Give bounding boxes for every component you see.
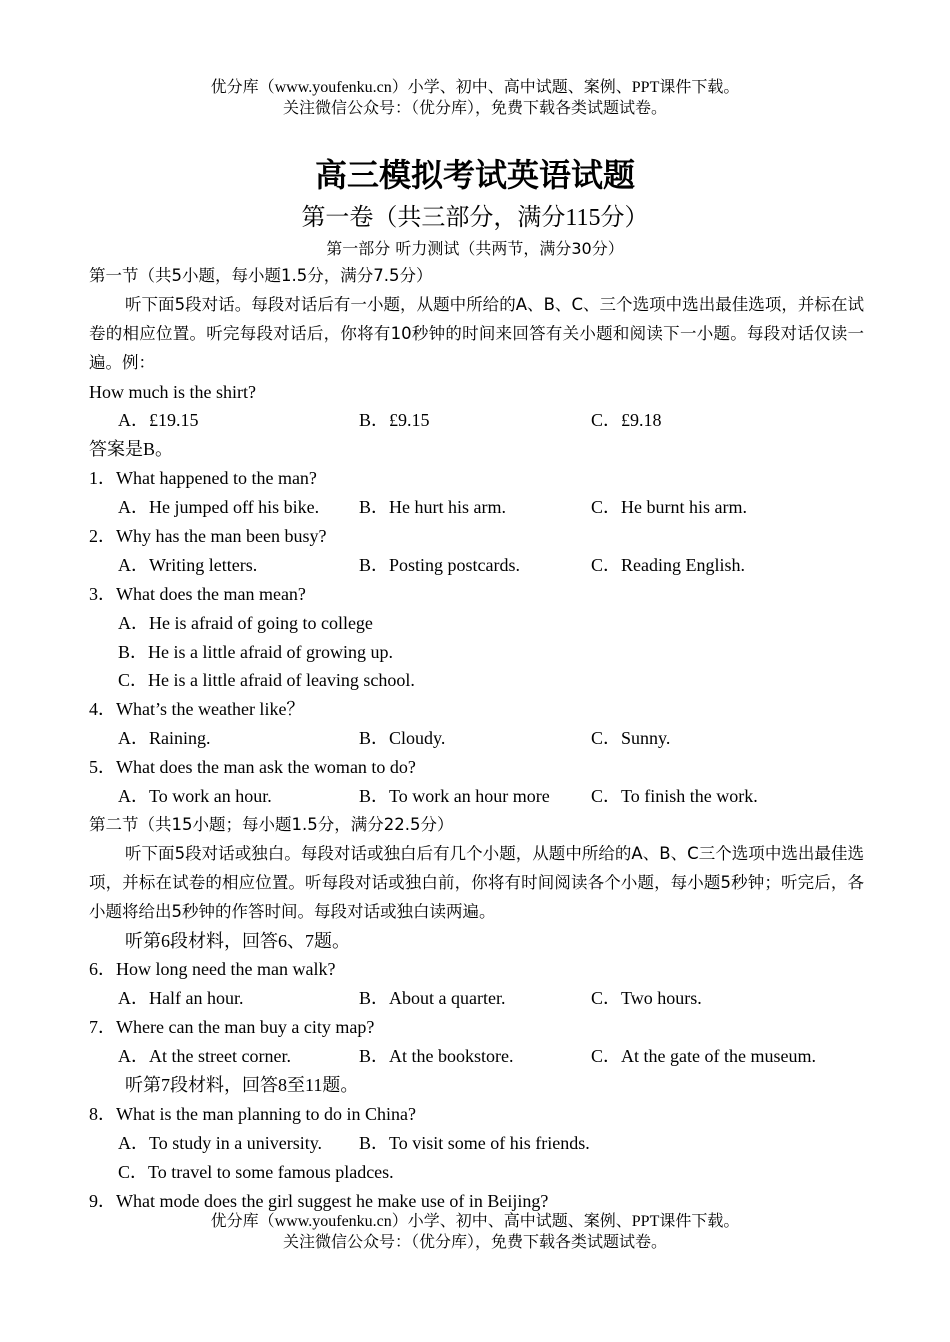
example-options — [89, 406, 864, 435]
material-6-note: 听第6段材料，回答6、7题。 — [125, 930, 350, 951]
option-c: C．Two hours. — [591, 988, 702, 1009]
footer-line-2: 关注微信公众号：（优分库），免费下载各类试题试卷。 — [282, 1234, 667, 1251]
question-5-options — [89, 782, 864, 811]
question-3: 3．What does the man mean? — [89, 583, 306, 604]
option-a: A．Raining. — [118, 728, 211, 749]
option-b: B．He hurt his arm. — [359, 497, 506, 518]
option-b: B．£9.15 — [359, 410, 430, 431]
question-9: 9．What mode does the girl suggest he make use of in Beijing? — [89, 1190, 549, 1211]
option-a: A．At the street corner. — [118, 1046, 291, 1067]
example-answer: 答案是B。 — [89, 439, 174, 460]
footer-line-1: 优分库（www.youfenku.cn）小学、初中、高中试题、案例、PPT课件下载。 — [210, 1213, 740, 1230]
example-question: How much is the shirt? — [89, 381, 256, 402]
option-c: C．Reading English. — [591, 554, 745, 575]
option-c: C．At the gate of the museum. — [591, 1046, 816, 1067]
option-a: A．To study in a university. — [118, 1132, 323, 1153]
section1-heading: 第一节（共5小题，每小题1.5分，满分7.5分） — [89, 266, 433, 285]
option-c: C．He is a little afraid of leaving school. — [118, 670, 415, 691]
option-a: A．He jumped off his bike. — [118, 497, 320, 518]
question-5: 5．What does the man ask the woman to do? — [89, 757, 416, 778]
material-7-note: 听第7段材料，回答8至11题。 — [125, 1074, 359, 1095]
question-1-options — [89, 493, 864, 522]
question-8-options-ab — [89, 1129, 864, 1158]
option-c: C．Sunny. — [591, 728, 671, 749]
question-2: 2．Why has the man been busy? — [89, 526, 327, 547]
section2-heading: 第二节（共15小题；每小题1.5分，满分22.5分） — [89, 814, 454, 834]
option-a: A．Half an hour. — [118, 988, 244, 1009]
question-2-options — [89, 551, 864, 580]
option-b: B．He is a little afraid of growing up. — [118, 641, 393, 662]
question-7: 7．Where can the man buy a city map? — [89, 1017, 375, 1038]
exam-content — [89, 262, 864, 1215]
page-title: 高三模拟考试英语试题 — [314, 157, 635, 193]
option-b: B．At the bookstore. — [359, 1046, 514, 1067]
header-line-1: 优分库（www.youfenku.cn）小学、初中、高中试题、案例、PPT课件下载。 — [210, 79, 740, 96]
option-c: C．To travel to some famous pladces. — [118, 1161, 394, 1182]
volume-subtitle: 第一卷（共三部分，满分115分） — [301, 205, 649, 231]
option-a: A．He is afraid of going to college — [118, 612, 373, 633]
option-c: C．To finish the work. — [591, 786, 758, 807]
part1-heading: 第一部分 听力测试（共两节，满分30分） — [326, 239, 624, 258]
header-line-2: 关注微信公众号：（优分库），免费下载各类试题试卷。 — [282, 100, 667, 117]
question-4: 4．What’s the weather like？ — [89, 699, 305, 720]
question-7-options — [89, 1042, 864, 1071]
question-6: 6．How long need the man walk? — [89, 959, 336, 980]
option-a: A．£19.15 — [118, 410, 199, 431]
question-6-options — [89, 984, 864, 1013]
option-a: A．To work an hour. — [118, 786, 272, 807]
section2-instructions: 听下面5段对话或独白。每段对话或独白后有几个小题，从题中所给的A、B、C三个选项中选出最佳选项，并标在试卷的相应位置。听每段对话或独白前，你将有时间阅读各个小题，每小题5秒钟；听完后，各小题将给出5秒钟的作答时间。每段对话或独白读两遍。 — [89, 843, 864, 921]
option-b: B．About a quarter. — [359, 988, 506, 1009]
option-b: B．To work an hour more — [359, 786, 550, 807]
option-c: C．£9.18 — [591, 410, 662, 431]
option-b: B．Posting postcards. — [359, 554, 521, 575]
option-b: B．To visit some of his friends. — [359, 1132, 590, 1153]
question-8: 8．What is the man planning to do in China? — [89, 1103, 416, 1124]
question-1: 1．What happened to the man? — [89, 468, 317, 489]
section1-instructions: 听下面5段对话。每段对话后有一小题，从题中所给的A、B、C、三个选项中选出最佳选项，并标在试卷的相应位置。听完每段对话后，你将有10秒钟的时间来回答有关小题和阅读下一小题。每段对话仅读一遍。例： — [89, 294, 864, 372]
question-4-options — [89, 724, 864, 753]
option-c: C．He burnt his arm. — [591, 497, 747, 518]
option-a: A．Writing letters. — [118, 554, 258, 575]
option-b: B．Cloudy. — [359, 728, 446, 749]
